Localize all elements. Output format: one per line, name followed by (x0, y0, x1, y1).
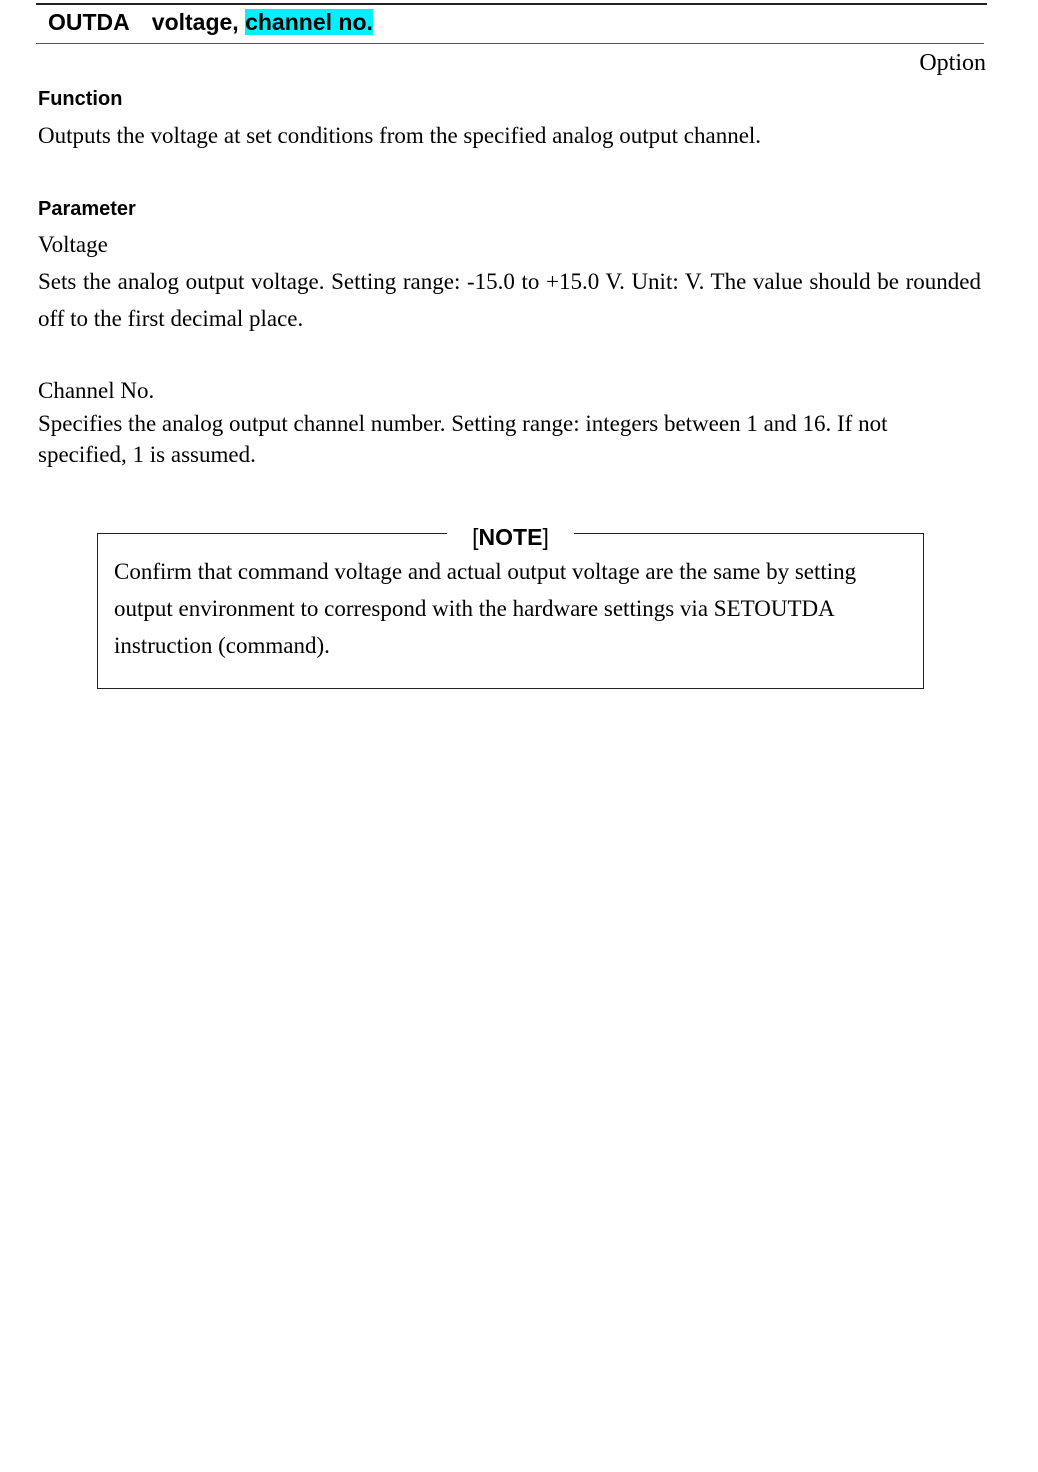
note-label-text: NOTE (478, 524, 543, 550)
header-bottom-rule (36, 43, 984, 44)
function-heading: Function (38, 88, 123, 110)
voltage-description: Sets the analog output voltage. Setting range: -15.0 to +15.0 V. Unit: V. The value should be rounded off to the first decimal place. (38, 269, 981, 331)
option-label: Option (919, 50, 986, 76)
command-args-highlighted: channel no. (245, 9, 373, 35)
note-text: Confirm that command voltage and actual output voltage are the same by setting output environment to correspond with the hardware settings via SETOUTDA instruction (command). (114, 559, 857, 658)
note-bracket-close: ] (542, 524, 549, 550)
function-description: Outputs the voltage at set conditions from the specified analog output channel. (38, 123, 762, 148)
command-name: OUTDA (48, 9, 130, 35)
note-bracket-open: [ (472, 524, 479, 550)
channel-description-line1: Specifies the analog output channel number. Setting range: integers between 1 and 16. If not (38, 411, 888, 436)
channel-description-line2: specified, 1 is assumed. (38, 442, 256, 467)
parameter-heading: Parameter (38, 198, 136, 220)
command-args: voltage, (151, 9, 246, 35)
header-top-rule (36, 3, 987, 5)
note-label (447, 522, 574, 552)
voltage-title: Voltage (38, 232, 108, 257)
command-header (48, 6, 373, 38)
channel-title: Channel No. (38, 378, 155, 403)
